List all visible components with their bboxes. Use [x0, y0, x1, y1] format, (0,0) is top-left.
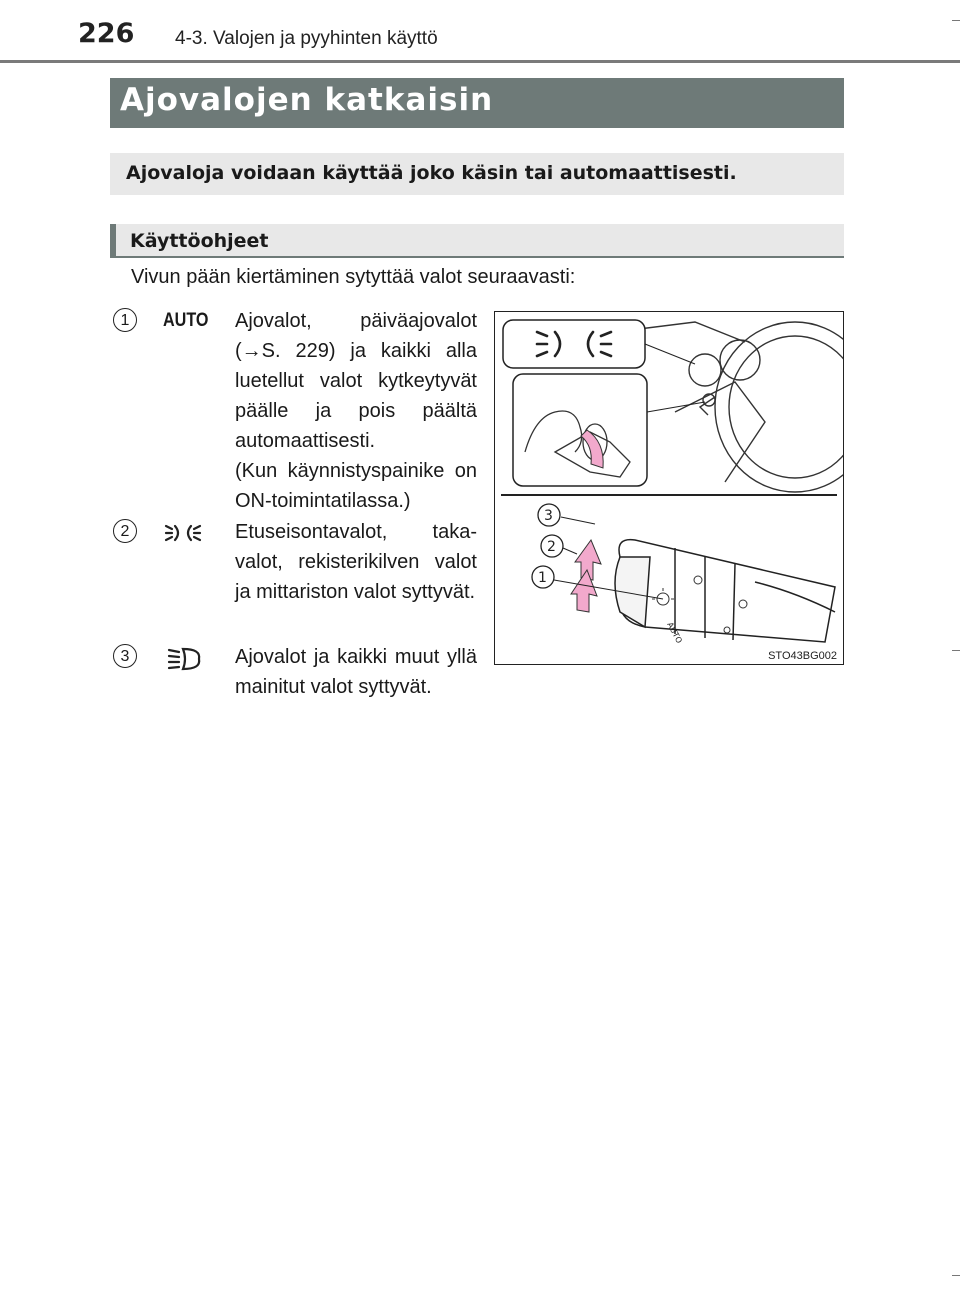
running-head: 4-3. Valojen ja pyyhinten käyttö: [175, 28, 438, 49]
section-heading: Käyttöohjeet: [110, 224, 844, 258]
crop-mark: [952, 650, 960, 651]
lever-illustration: [615, 540, 835, 642]
callout-box-hand: [513, 374, 647, 486]
headlight-switch-figure: [494, 311, 844, 665]
item-number: 2: [113, 519, 137, 543]
intro-box: Ajovaloja voidaan käyttää joko käsin tai automaattisesti.: [110, 153, 844, 195]
steering-wheel-illustration: [615, 322, 843, 492]
crop-mark: [952, 20, 960, 21]
callout-1: 1: [538, 570, 547, 586]
item-paragraph: Etuseisontavalot, takavalot, rekisterikilven valot ja mittariston valot syttyvät.: [235, 521, 477, 603]
switch-auto-label: AUTO: [665, 620, 684, 645]
figure-code: STO43BG002: [768, 650, 837, 662]
item-number: 3: [113, 644, 137, 668]
item-text: [235, 642, 477, 702]
header-rule: [0, 60, 960, 63]
item-text: [235, 306, 477, 516]
item-number: 1: [113, 308, 137, 332]
position-lights-icon: [163, 521, 203, 550]
callout-2: 2: [547, 539, 556, 555]
crop-mark: [952, 1275, 960, 1276]
auto-icon: AUTO: [163, 310, 209, 331]
page-number: 226: [78, 18, 135, 49]
headlight-low-beam-icon: [163, 646, 203, 677]
lead-text: Vivun pään kiertäminen sytyttää valot seuraavasti:: [131, 266, 576, 288]
item-paragraph: (Kun käynnistyspainike on ON-toimintatilassa.): [235, 460, 477, 512]
item-paragraph: Ajovalot ja kaikki muut yllä mainitut valot syttyvät.: [235, 646, 477, 698]
callout-3: 3: [544, 508, 553, 524]
item-text: [235, 517, 477, 607]
item-paragraph: Ajovalot, päiväajovalot (→S. 229) ja kaikki alla luetellut valot kytkeytyvät päälle ja pois päältä automaattisesti.: [235, 310, 477, 452]
callout-box-symbol: [503, 320, 645, 368]
page-title: Ajovalojen katkaisin: [110, 78, 844, 128]
